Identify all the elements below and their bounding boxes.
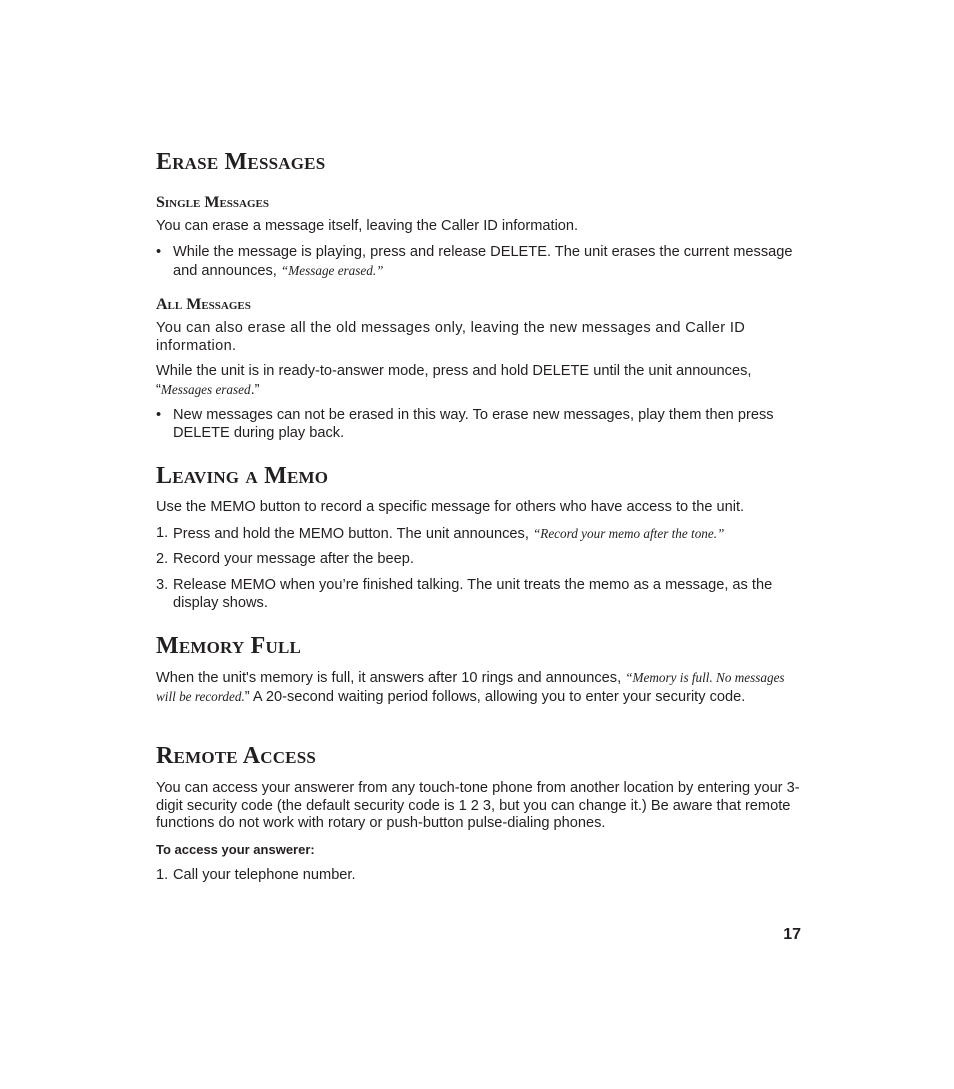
step-text: Press and hold the MEMO button. The unit announces, — [173, 526, 533, 542]
remote-access-intro: You can access your answerer from any touch-tone phone from another location by entering your 3-digit security code (the default security code is 1 2 3, but you can change it.) Be aware that remote functions do not work with rotary or push-button pulse-dialing phones. — [156, 780, 800, 832]
subheading-single-messages: Single Messages — [156, 194, 269, 211]
page-number: 17 — [783, 926, 801, 943]
single-messages-bullet — [156, 244, 801, 280]
memo-intro: Use the MEMO button to record a specific message for others who have access to the unit. — [156, 499, 745, 515]
paragraph-text: When the unit's memory is full, it answers after 10 rings and announces, — [156, 670, 626, 686]
step-text: Call your telephone number. — [173, 867, 356, 883]
memo-step — [156, 525, 801, 544]
step-number: 1. — [156, 867, 169, 883]
memory-full-paragraph — [156, 669, 801, 706]
paragraph-quote: “Memory is full. No messages will be recorded. — [156, 670, 785, 704]
quote-close: .” — [250, 381, 260, 398]
bullet-text: While the message is playing, press and release DELETE. The unit erases the current message and announces, — [173, 244, 793, 279]
all-messages-bullet — [156, 407, 801, 442]
remote-access-subheading: To access your answerer: — [156, 842, 315, 857]
bullet-quote: “Message erased.” — [280, 262, 384, 278]
step-text: Release MEMO when you’re finished talking. The unit treats the memo as a message, as the display shows. — [173, 577, 773, 611]
single-messages-intro: You can erase a message itself, leaving the Caller ID information. — [156, 218, 579, 234]
step-number: 1. — [156, 525, 169, 541]
step-number: 2. — [156, 551, 169, 567]
all-messages-intro: You can also erase all the old messages only, leaving the new messages and Caller ID information. — [156, 320, 746, 354]
heading-leaving-a-memo: Leaving a Memo — [156, 463, 329, 489]
heading-memory-full: Memory Full — [156, 633, 302, 659]
memo-step — [156, 551, 801, 569]
quote-close: ” — [244, 688, 250, 705]
all-messages-paragraph — [156, 363, 801, 399]
step-quote: “Record your memo after the tone.” — [532, 526, 725, 541]
memo-step — [156, 577, 801, 612]
bullet-mark: • — [156, 244, 162, 260]
paragraph-text-after: A 20-second waiting period follows, allowing you to enter your security code. — [249, 688, 746, 705]
paragraph-quote: Messages erased — [160, 381, 251, 397]
bullet-text: New messages can not be erased in this way. To erase new messages, play them then press DELETE during play back. — [173, 407, 774, 441]
remote-step — [156, 867, 801, 885]
quote-open: “ — [156, 381, 161, 398]
subheading-all-messages: All Messages — [156, 296, 251, 313]
step-number: 3. — [156, 577, 169, 593]
heading-remote-access: Remote Access — [156, 743, 317, 769]
bullet-mark: • — [156, 407, 162, 423]
paragraph-text: While the unit is in ready-to-answer mode, press and hold DELETE until the unit announces, — [156, 363, 752, 379]
heading-erase-messages: Erase Messages — [156, 149, 326, 175]
step-text: Record your message after the beep. — [173, 551, 414, 567]
